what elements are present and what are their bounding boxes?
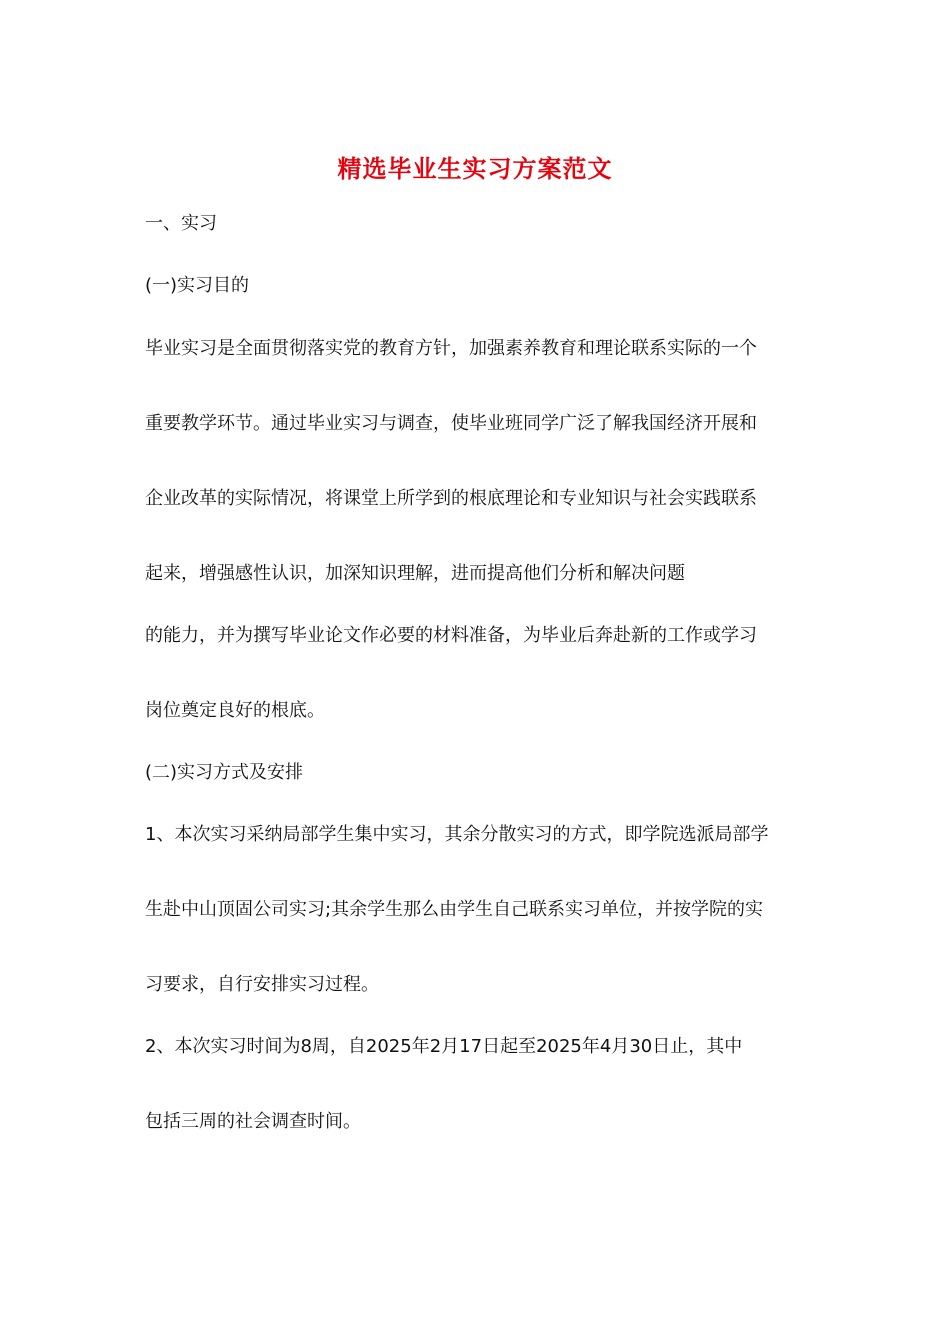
section-heading: 一、实习 — [145, 213, 217, 234]
paragraph-line: 毕业实习是全面贯彻落实党的教育方针，加强素养教育和理论联系实际的一个 — [145, 338, 757, 359]
list-item-line: 2、本次实习时间为8周，自2025年2月17日起至2025年4月30日止，其中 — [145, 1036, 743, 1057]
list-item-line: 生赴中山顶固公司实习;其余学生那么由学生自己联系实习单位，并按学院的实 — [145, 899, 764, 920]
list-item-line: 1、本次实习采纳局部学生集中实习，其余分散实习的方式，即学院选派局部学 — [145, 824, 769, 845]
document-title: 精选毕业生实习方案范文 — [337, 154, 613, 183]
paragraph-line: 岗位奠定良好的根底。 — [145, 700, 325, 721]
paragraph-line: 重要教学环节。通过毕业实习与调查，使毕业班同学广泛了解我国经济开展和 — [145, 413, 757, 434]
paragraph-line: 的能力，并为撰写毕业论文作必要的材料准备，为毕业后奔赴新的工作或学习 — [145, 625, 757, 646]
subsection-heading: (一)实习目的 — [145, 275, 250, 296]
list-item-line: 习要求，自行安排实习过程。 — [145, 974, 379, 995]
subsection-heading: (二)实习方式及安排 — [145, 762, 304, 783]
paragraph-line: 企业改革的实际情况，将课堂上所学到的根底理论和专业知识与社会实践联系 — [145, 488, 757, 509]
list-item-line: 包括三周的社会调查时间。 — [145, 1111, 361, 1132]
paragraph-line: 起来，增强感性认识，加深知识理解，进而提高他们分析和解决问题 — [145, 563, 685, 584]
